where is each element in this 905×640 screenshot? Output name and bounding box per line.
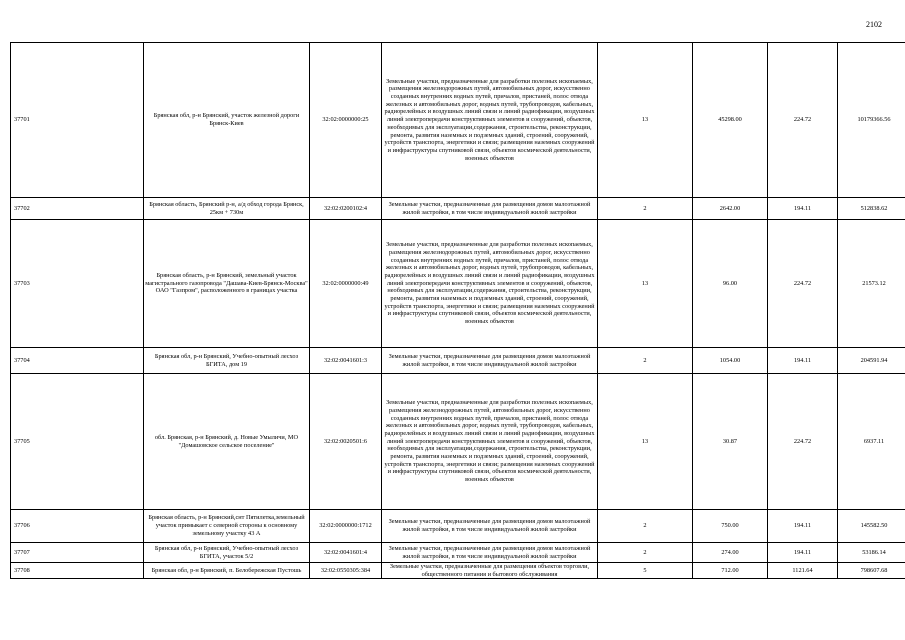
table-row bbox=[11, 563, 905, 579]
table-row bbox=[11, 510, 905, 543]
land-use-description: Земельные участки, предназначенные для разработки полезных ископаемых, размещения железнодорожных путей, автомобильных дорог, искусственно созданных внутренних водных путей, причалов, пристаней, полос отвода железных и автомобильных дорог, водных путей, трубопроводов, кабельных, радиорелейных и воздушных линий связи и линий радиофикации, воздушных линий электропередачи конструктивных элементов и сооружений, объектов, необходимых для эксплуатации,содержания, строительства, реконструкции, ремонта, развития наземных и подземных зданий, строений, сооружений, устройств транспорта, энергетики и связи; размещения наземных сооружений и инфраструктуры спутниковой связи, объектов космической деятельности, военных объектов bbox=[382, 43, 598, 198]
land-use-description: Земельные участки, предназначенные для размещения домов малоэтажной жилой застройки, в том числе индивидуальной жилой застройки bbox=[382, 348, 598, 374]
table-row bbox=[11, 198, 905, 220]
specific-value: 224.72 bbox=[768, 220, 838, 348]
cadastral-value: 204591.94 bbox=[838, 348, 905, 374]
area-value: 96.00 bbox=[693, 220, 768, 348]
group-number: 13 bbox=[598, 43, 693, 198]
specific-value: 224.72 bbox=[768, 43, 838, 198]
cadastral-value: 10179366.56 bbox=[838, 43, 905, 198]
cadastral-value: 21573.12 bbox=[838, 220, 905, 348]
record-id: 37703 bbox=[11, 220, 144, 348]
land-use-description: Земельные участки, предназначенные для разработки полезных ископаемых, размещения железнодорожных путей, автомобильных дорог, искусственно созданных внутренних водных путей, причалов, пристаней, полос отвода железных и автомобильных дорог, водных путей, трубопроводов, кабельных, радиорелейных и воздушных линий связи и линий радиофикации, воздушных линий электропередачи конструктивных элементов и сооружений, объектов, необходимых для эксплуатации,содержания, строительства, реконструкции, ремонта, развития наземных и подземных зданий, строений, сооружений, устройств транспорта, энергетики и связи; размещения наземных сооружений и инфраструктуры спутниковой связи, объектов космической деятельности, военных объектов bbox=[382, 374, 598, 510]
group-number: 13 bbox=[598, 374, 693, 510]
record-id: 37702 bbox=[11, 198, 144, 220]
cadastral-value: 53186.14 bbox=[838, 543, 905, 563]
address-cell: Брянская область, Брянский р-н, а/д обход города Брянск, 25км + 730м bbox=[144, 198, 310, 220]
table-row bbox=[11, 220, 905, 348]
page-number: 2102 bbox=[866, 20, 882, 29]
cadastral-number: 32:02:0200102:4 bbox=[310, 198, 382, 220]
group-number: 2 bbox=[598, 348, 693, 374]
address-cell: Брянская обл, р-н Брянский, Учебно-опытный лесхоз БГИТА, участок 5/2 bbox=[144, 543, 310, 563]
specific-value: 194.11 bbox=[768, 198, 838, 220]
cadastral-number: 32:02:0020501:6 bbox=[310, 374, 382, 510]
specific-value: 194.11 bbox=[768, 543, 838, 563]
cadastral-number: 32:02:0041601:4 bbox=[310, 543, 382, 563]
area-value: 750.00 bbox=[693, 510, 768, 543]
cadastral-number: 32:02:0000000:49 bbox=[310, 220, 382, 348]
table-row bbox=[11, 348, 905, 374]
record-id: 37707 bbox=[11, 543, 144, 563]
table-row bbox=[11, 43, 905, 198]
cadastral-number: 32:02:0041601:3 bbox=[310, 348, 382, 374]
area-value: 274.00 bbox=[693, 543, 768, 563]
area-value: 30.87 bbox=[693, 374, 768, 510]
address-cell: Брянская обл, р-н Брянский, Учебно-опытный лесхоз БГИТА, дом 19 bbox=[144, 348, 310, 374]
record-id: 37701 bbox=[11, 43, 144, 198]
address-cell: Брянская область, р-н Брянский,снт Пятилетка,земельный участок примыкает с северной стороны к основному земельному участку 43 А bbox=[144, 510, 310, 543]
address-cell: Брянская область, р-н Брянский, земельный участок магистрального газопровода "Дашава-Киев-Брянск-Москва" ОАО "Газпром", расположенного в границах участка bbox=[144, 220, 310, 348]
land-use-description: Земельные участки, предназначенные для размещения объектов торговли, общественного питания и бытового обслуживания bbox=[382, 563, 598, 579]
group-number: 13 bbox=[598, 220, 693, 348]
table-row bbox=[11, 374, 905, 510]
specific-value: 194.11 bbox=[768, 510, 838, 543]
record-id: 37706 bbox=[11, 510, 144, 543]
cadastral-number: 32:02:0000000:25 bbox=[310, 43, 382, 198]
area-value: 45298.00 bbox=[693, 43, 768, 198]
cadastral-number: 32:02:0550305:384 bbox=[310, 563, 382, 579]
cadastral-value-table bbox=[10, 42, 905, 579]
land-use-description: Земельные участки, предназначенные для размещения домов малоэтажной жилой застройки, в том числе индивидуальной жилой застройки bbox=[382, 198, 598, 220]
area-value: 2642.00 bbox=[693, 198, 768, 220]
specific-value: 224.72 bbox=[768, 374, 838, 510]
cadastral-value: 145582.50 bbox=[838, 510, 905, 543]
address-cell: обл. Брянская, р-н Брянский, д. Новые Умыличи, МО "Домашовское сельское поселение" bbox=[144, 374, 310, 510]
land-use-description: Земельные участки, предназначенные для размещения домов малоэтажной жилой застройки, в том числе индивидуальной жилой застройки bbox=[382, 543, 598, 563]
record-id: 37705 bbox=[11, 374, 144, 510]
record-id: 37704 bbox=[11, 348, 144, 374]
cadastral-number: 32:02:0000000:1712 bbox=[310, 510, 382, 543]
land-use-description: Земельные участки, предназначенные для размещения домов малоэтажной жилой застройки, в том числе индивидуальной жилой застройки bbox=[382, 510, 598, 543]
specific-value: 194.11 bbox=[768, 348, 838, 374]
specific-value: 1121.64 bbox=[768, 563, 838, 579]
address-cell: Брянская обл, р-н Брянский, п. Белобережская Пустошь bbox=[144, 563, 310, 579]
address-cell: Брянская обл, р-н Брянский, участок железной дороги Брянск-Киев bbox=[144, 43, 310, 198]
cadastral-value: 6937.11 bbox=[838, 374, 905, 510]
land-use-description: Земельные участки, предназначенные для разработки полезных ископаемых, размещения железнодорожных путей, автомобильных дорог, искусственно созданных внутренних водных путей, причалов, пристаней, полос отвода железных и автомобильных дорог, водных путей, трубопроводов, кабельных, радиорелейных и воздушных линий связи и линий радиофикации, воздушных линий электропередачи конструктивных элементов и сооружений, объектов, необходимых для эксплуатации,содержания, строительства, реконструкции, ремонта, развития наземных и подземных зданий, строений, сооружений, устройств транспорта, энергетики и связи; размещения наземных сооружений и инфраструктуры спутниковой связи, объектов космической деятельности, военных объектов bbox=[382, 220, 598, 348]
group-number: 5 bbox=[598, 563, 693, 579]
record-id: 37708 bbox=[11, 563, 144, 579]
group-number: 2 bbox=[598, 198, 693, 220]
area-value: 712.00 bbox=[693, 563, 768, 579]
group-number: 2 bbox=[598, 510, 693, 543]
cadastral-value: 512838.62 bbox=[838, 198, 905, 220]
group-number: 2 bbox=[598, 543, 693, 563]
area-value: 1054.00 bbox=[693, 348, 768, 374]
table-row bbox=[11, 543, 905, 563]
cadastral-value: 798607.68 bbox=[838, 563, 905, 579]
